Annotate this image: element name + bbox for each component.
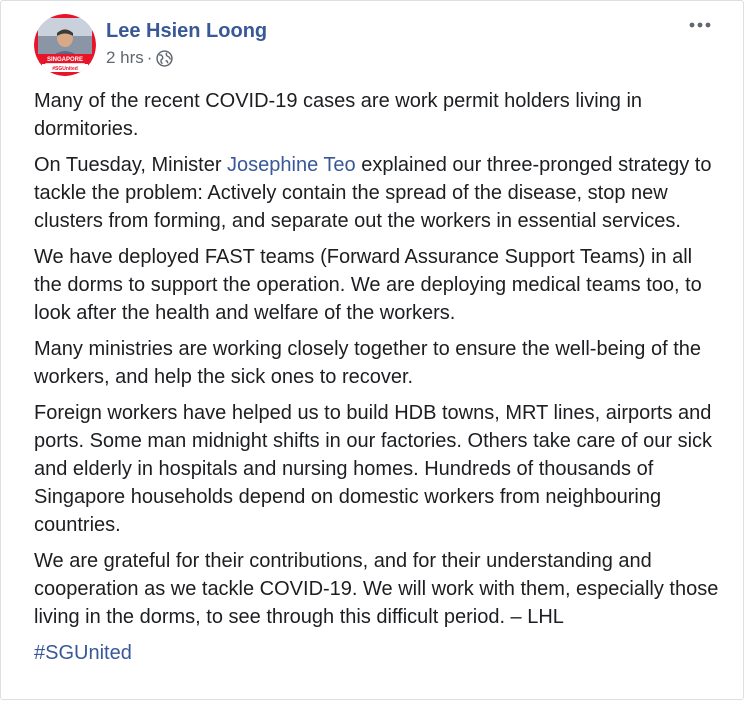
paragraph-4: Many ministries are working closely together to ensure the well-being of the workers, and help the sick ones to recover.	[34, 338, 701, 388]
paragraph-2	[34, 151, 724, 235]
avatar[interactable]	[34, 14, 96, 76]
author-block	[106, 14, 267, 68]
more-options-icon[interactable]	[687, 15, 713, 35]
paragraph-6: We are grateful for their contributions, and for their understanding and cooperation as we tackle COVID-19. We will work with them, especially those living in the dorms, to see through this difficult period. – LHL	[34, 550, 719, 628]
meta-separator: ·	[146, 48, 153, 67]
author-name[interactable]: Lee Hsien Loong	[106, 20, 268, 42]
post-body	[34, 87, 724, 675]
paragraph-2-end: explained our three-pronged strategy to tackle the problem: Actively contain the spread of the disease, stop new clusters from forming, and separate out the workers in essential services.	[34, 154, 712, 232]
hashtag-paragraph	[34, 639, 724, 667]
paragraph-1: Many of the recent COVID-19 cases are work permit holders living in dormitories.	[34, 90, 643, 140]
post-header	[34, 14, 267, 76]
paragraph-2-start: On Tuesday, Minister	[34, 154, 228, 176]
avatar-caption: SINGAPORE	[46, 57, 84, 63]
paragraph-3: We have deployed FAST teams (Forward Assurance Support Teams) in all the dorms to support the operation. We are deploying medical teams too, to look after the health and welfare of the workers.	[34, 246, 702, 324]
globe-icon[interactable]	[156, 50, 173, 67]
avatar-image	[34, 14, 96, 76]
mention-link[interactable]: Josephine Teo	[227, 154, 356, 176]
avatar-hashtag: #SGUnited	[52, 66, 78, 72]
post-meta	[106, 48, 267, 68]
timestamp[interactable]: 2 hrs	[106, 48, 144, 67]
hashtag-link[interactable]: #SGUnited	[34, 642, 132, 664]
paragraph-5: Foreign workers have helped us to build HDB towns, MRT lines, airports and ports. Some man midnight shifts in our factories. Others take care of our sick and elderly in hospitals and nursing homes. Hundreds of thousands of Singapore households depend on domestic workers from neighbouring countries.	[34, 402, 713, 536]
